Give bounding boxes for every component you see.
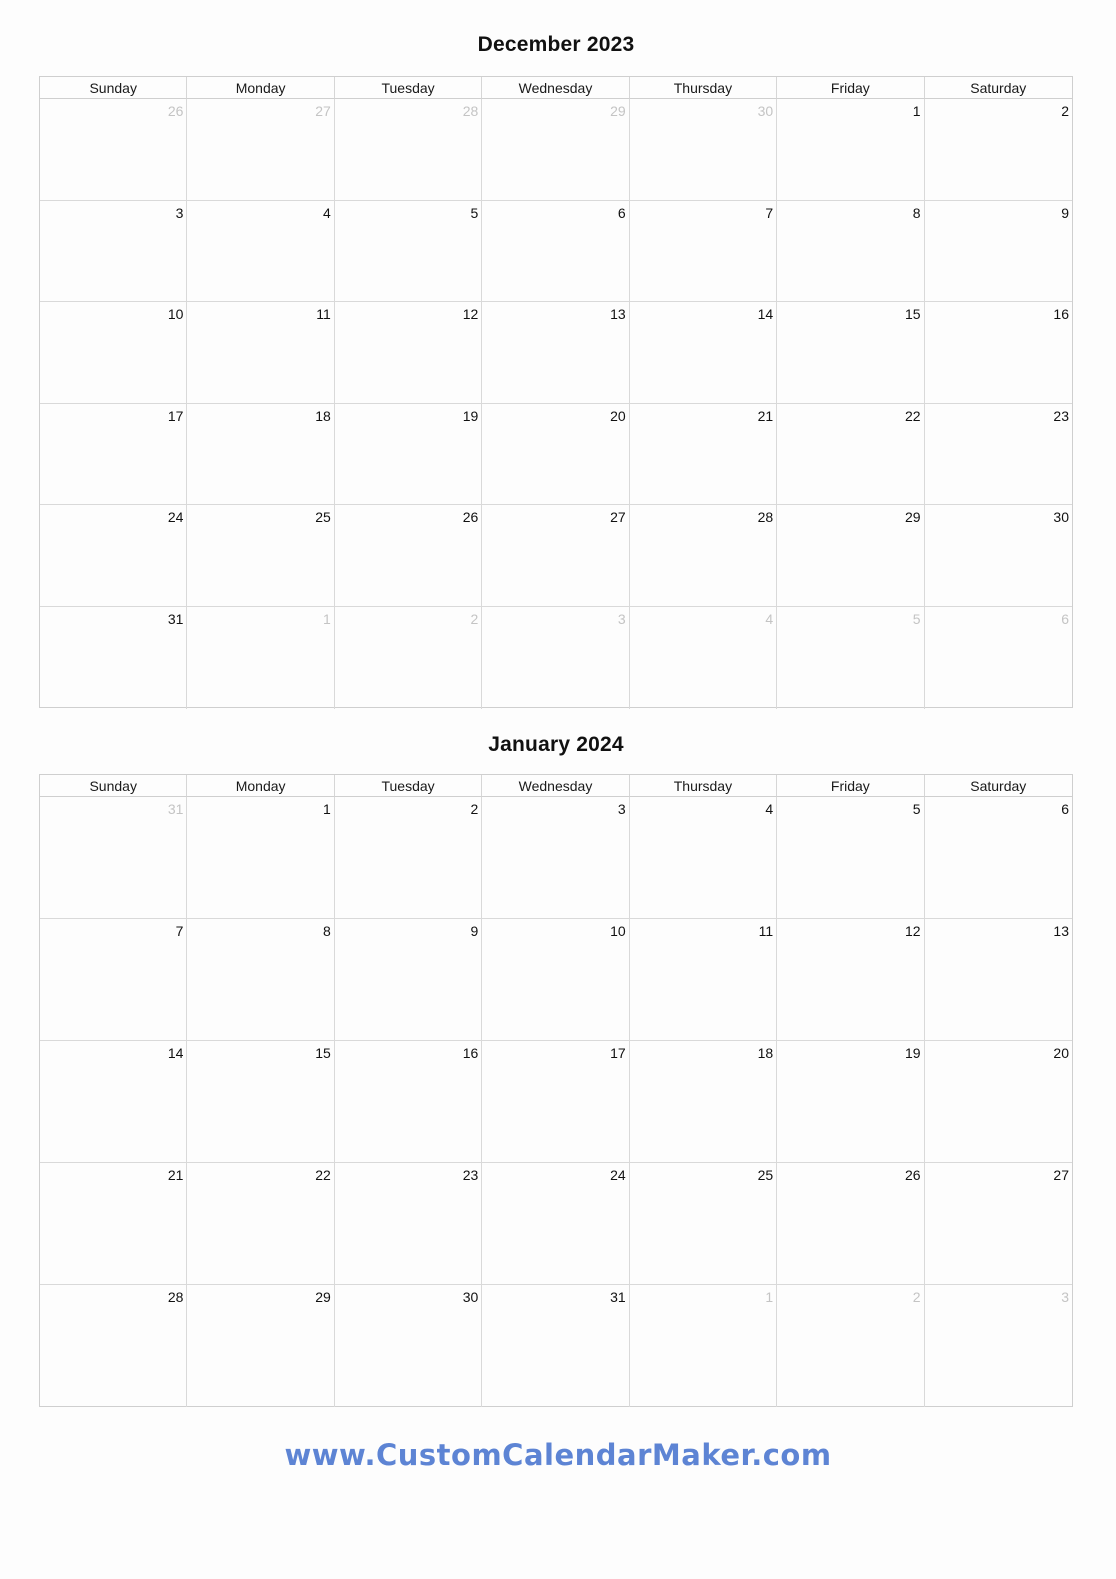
day-cell[interactable] (40, 302, 187, 404)
day-number: 14 (757, 306, 774, 323)
day-cell[interactable] (40, 1041, 187, 1163)
day-cell[interactable] (925, 302, 1072, 404)
day-cell[interactable] (925, 1163, 1072, 1285)
day-number: 22 (315, 1167, 331, 1183)
day-cell[interactable] (630, 1163, 777, 1285)
day-number: 4 (323, 204, 331, 221)
day-number: 16 (1053, 306, 1069, 323)
day-cell-other-month[interactable] (335, 99, 482, 201)
day-number: 6 (1061, 801, 1069, 817)
day-cell-other-month[interactable] (925, 1285, 1072, 1407)
day-cell[interactable] (40, 1163, 187, 1285)
day-number: 26 (462, 509, 479, 526)
day-number: 5 (470, 204, 479, 221)
day-number: 18 (315, 407, 331, 424)
day-cell-other-month[interactable] (777, 1285, 924, 1407)
weekday-header: Monday (187, 775, 334, 797)
day-cell[interactable] (40, 201, 187, 303)
day-cell[interactable] (335, 404, 482, 506)
day-cell[interactable] (777, 1041, 924, 1163)
day-cell[interactable] (630, 797, 777, 919)
day-cell[interactable] (925, 797, 1072, 919)
day-cell[interactable] (925, 99, 1072, 201)
day-number: 2 (1061, 103, 1069, 119)
day-number: 25 (757, 1167, 774, 1183)
day-cell[interactable] (925, 919, 1072, 1041)
day-cell-other-month[interactable] (630, 99, 777, 201)
day-cell[interactable] (777, 919, 924, 1041)
day-cell[interactable] (187, 302, 334, 404)
month-title: January 2024 (488, 733, 624, 756)
day-number: 4 (765, 610, 774, 627)
day-number: 3 (617, 610, 626, 627)
day-cell[interactable] (40, 505, 187, 607)
day-cell[interactable] (40, 1285, 187, 1407)
day-cell[interactable] (777, 404, 924, 506)
day-number: 23 (1053, 407, 1069, 424)
day-number: 6 (1061, 610, 1069, 627)
day-cell-other-month[interactable] (40, 99, 187, 201)
day-number: 10 (167, 306, 184, 323)
day-cell[interactable] (482, 1041, 629, 1163)
day-number: 12 (904, 923, 921, 939)
day-number: 17 (167, 407, 184, 424)
day-cell[interactable] (925, 201, 1072, 303)
day-cell[interactable] (335, 201, 482, 303)
weekday-header: Sunday (40, 775, 187, 797)
day-cell[interactable] (335, 505, 482, 607)
day-number: 17 (610, 1045, 626, 1061)
day-number: 2 (470, 610, 479, 627)
day-cell[interactable] (482, 797, 629, 919)
day-number: 6 (617, 204, 626, 221)
weekday-header: Saturday (925, 775, 1072, 797)
day-cell[interactable] (335, 919, 482, 1041)
day-cell[interactable] (482, 201, 629, 303)
weekday-header: Friday (777, 775, 924, 797)
day-cell[interactable] (925, 505, 1072, 607)
day-number: 28 (462, 103, 479, 119)
day-number: 19 (462, 407, 479, 424)
day-cell[interactable] (777, 1163, 924, 1285)
day-cell-other-month[interactable] (777, 607, 924, 709)
month-grid (39, 76, 1073, 708)
day-number: 29 (315, 1289, 331, 1305)
month-title: December 2023 (477, 33, 635, 56)
day-number: 4 (765, 801, 774, 817)
day-number: 15 (904, 306, 921, 323)
day-cell[interactable] (630, 302, 777, 404)
day-number: 30 (757, 103, 774, 119)
weekday-header: Wednesday (482, 775, 629, 797)
day-number: 3 (617, 801, 626, 817)
day-number: 7 (765, 204, 774, 221)
day-number: 28 (167, 1289, 184, 1305)
calendar-december-2023 (39, 30, 1073, 627)
day-number: 9 (470, 923, 479, 939)
day-number: 1 (323, 801, 331, 817)
month-grid (39, 774, 1073, 1407)
day-cell[interactable] (335, 302, 482, 404)
day-number: 24 (167, 509, 184, 526)
day-cell[interactable] (482, 1163, 629, 1285)
day-cell[interactable] (335, 797, 482, 919)
day-cell[interactable] (925, 404, 1072, 506)
day-cell[interactable] (630, 919, 777, 1041)
day-number: 29 (610, 103, 626, 119)
day-cell[interactable] (40, 404, 187, 506)
day-cell[interactable] (777, 99, 924, 201)
day-cell-other-month[interactable] (187, 607, 334, 709)
day-cell[interactable] (187, 201, 334, 303)
day-number: 14 (167, 1045, 184, 1061)
day-number: 31 (610, 1289, 626, 1305)
day-cell[interactable] (187, 1285, 334, 1407)
weekday-header: Thursday (630, 775, 777, 797)
day-cell[interactable] (630, 201, 777, 303)
weekday-header: Saturday (925, 77, 1072, 99)
day-number: 30 (462, 1289, 479, 1305)
calendar-january-2024 (39, 730, 1073, 1305)
day-cell[interactable] (335, 1041, 482, 1163)
day-cell-other-month[interactable] (925, 607, 1072, 709)
day-cell[interactable] (777, 505, 924, 607)
day-number: 13 (610, 306, 626, 323)
day-cell[interactable] (630, 505, 777, 607)
day-number: 18 (757, 1045, 774, 1061)
day-cell-other-month[interactable] (335, 607, 482, 709)
day-number: 7 (175, 923, 184, 939)
day-cell[interactable] (335, 1285, 482, 1407)
day-cell[interactable] (777, 201, 924, 303)
day-number: 30 (1053, 509, 1069, 526)
day-number: 28 (757, 509, 774, 526)
day-cell[interactable] (187, 505, 334, 607)
day-cell[interactable] (187, 1163, 334, 1285)
day-number: 20 (610, 407, 626, 424)
day-number: 31 (167, 610, 184, 627)
weekday-header: Tuesday (335, 77, 482, 99)
day-number: 27 (1053, 1167, 1069, 1183)
day-cell-other-month[interactable] (482, 99, 629, 201)
day-number: 1 (765, 1289, 774, 1305)
day-cell[interactable] (482, 505, 629, 607)
footer-website-link[interactable]: www.CustomCalendarMaker.com (284, 1438, 832, 1472)
day-cell[interactable] (187, 404, 334, 506)
day-number: 13 (1053, 923, 1069, 939)
day-number: 3 (1061, 1289, 1069, 1305)
day-number: 21 (167, 1167, 184, 1183)
day-number: 16 (462, 1045, 479, 1061)
day-cell-other-month[interactable] (40, 797, 187, 919)
weekday-header: Thursday (630, 77, 777, 99)
day-cell[interactable] (630, 1041, 777, 1163)
day-cell[interactable] (777, 302, 924, 404)
day-cell-other-month[interactable] (630, 607, 777, 709)
day-number: 15 (315, 1045, 331, 1061)
day-number: 2 (912, 1289, 921, 1305)
day-cell[interactable] (187, 1041, 334, 1163)
weekday-header: Friday (777, 77, 924, 99)
day-cell[interactable] (482, 919, 629, 1041)
day-number: 22 (904, 407, 921, 424)
day-number: 3 (175, 204, 184, 221)
day-cell[interactable] (777, 797, 924, 919)
day-number: 31 (167, 801, 184, 817)
weekday-header: Tuesday (335, 775, 482, 797)
day-cell-other-month[interactable] (482, 607, 629, 709)
day-number: 29 (904, 509, 921, 526)
day-cell[interactable] (187, 797, 334, 919)
day-cell[interactable] (40, 607, 187, 709)
day-number: 1 (323, 610, 331, 627)
day-number: 24 (610, 1167, 626, 1183)
day-cell[interactable] (482, 302, 629, 404)
day-number: 21 (757, 407, 774, 424)
day-cell[interactable] (630, 404, 777, 506)
weekday-header: Monday (187, 77, 334, 99)
day-number: 12 (462, 306, 479, 323)
day-cell[interactable] (187, 919, 334, 1041)
day-cell[interactable] (482, 404, 629, 506)
day-cell[interactable] (925, 1041, 1072, 1163)
day-number: 20 (1053, 1045, 1069, 1061)
day-number: 26 (167, 103, 184, 119)
day-number: 25 (315, 509, 331, 526)
day-number: 2 (470, 801, 479, 817)
day-number: 9 (1061, 204, 1069, 221)
day-number: 5 (912, 610, 921, 627)
day-cell[interactable] (482, 1285, 629, 1407)
day-number: 27 (315, 103, 331, 119)
day-number: 8 (323, 923, 331, 939)
weekday-header: Sunday (40, 77, 187, 99)
day-number: 19 (904, 1045, 921, 1061)
day-cell-other-month[interactable] (630, 1285, 777, 1407)
day-number: 23 (462, 1167, 479, 1183)
day-number: 11 (758, 923, 774, 939)
day-number: 11 (316, 306, 331, 323)
day-number: 5 (912, 801, 921, 817)
day-cell[interactable] (335, 1163, 482, 1285)
day-number: 26 (904, 1167, 921, 1183)
day-cell-other-month[interactable] (187, 99, 334, 201)
day-number: 10 (610, 923, 626, 939)
day-number: 1 (912, 103, 921, 119)
day-cell[interactable] (40, 919, 187, 1041)
weekday-header: Wednesday (482, 77, 629, 99)
day-number: 27 (610, 509, 626, 526)
day-number: 8 (912, 204, 921, 221)
